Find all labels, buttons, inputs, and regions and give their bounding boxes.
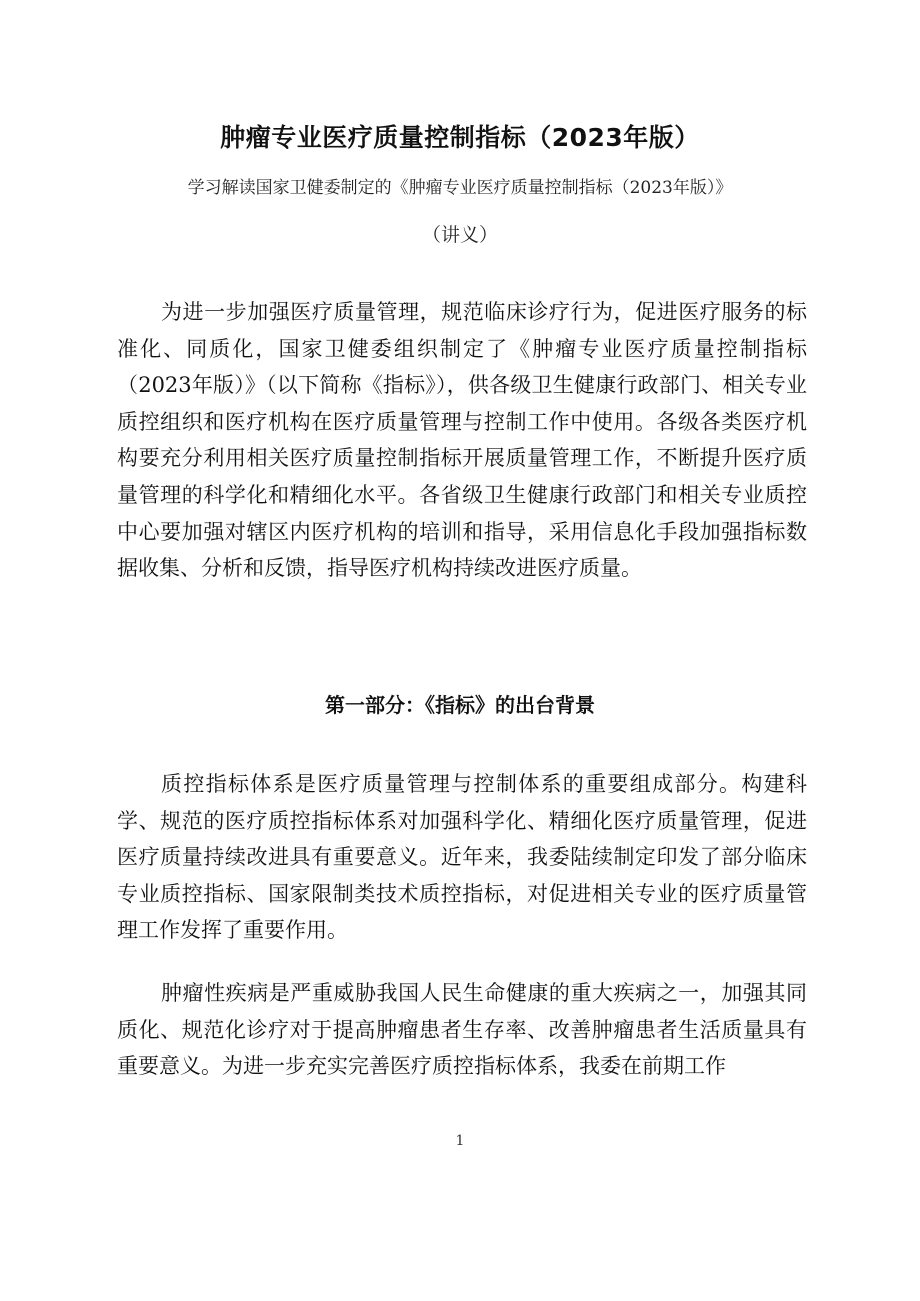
- page-number: 1: [455, 1133, 465, 1149]
- document-subtitle: 学习解读国家卫健委制定的《肿瘤专业医疗质量控制指标（2023年版）》: [187, 178, 733, 198]
- handout-label: （讲义）: [421, 224, 498, 246]
- section-paragraph-2: 肿瘤性疾病是严重威胁我国人民生命健康的重大疾病之一，加强其同质化、规范化诊疗对于提高肿瘤患者生存率、改善肿瘤患者生活质量具有重要意义。为进一步充实完善医疗质控指标体系，我委在前期工作: [117, 981, 807, 1079]
- section-heading: 第一部分：《指标》的出台背景: [325, 693, 595, 717]
- document-title: 肿瘤专业医疗质量控制指标（2023年版）: [220, 123, 700, 152]
- intro-paragraph: 为进一步加强医疗质量管理，规范临床诊疗行为，促进医疗服务的标准化、同质化，国家卫健委组织制定了《肿瘤专业医疗质量控制指标（2023年版）》（以下简称《指标》），供各级卫生健康行政部门、相关专业质控组织和医疗机构在医疗质量管理与控制工作中使用。各级各类医疗机构要充分利用相关医疗质量控制指标开展质量管理工作，不断提升医疗质量管理的科学化和精细化水平。各省级卫生健康行政部门和相关专业质控中心要加强对辖区内医疗机构的培训和指导，采用信息化手段加强指标数据收集、分析和反馈，指导医疗机构持续改进医疗质量。: [117, 300, 807, 581]
- section-paragraph-1: 质控指标体系是医疗质量管理与控制体系的重要组成部分。构建科学、规范的医疗质控指标体系对加强科学化、精细化医疗质量管理，促进医疗质量持续改进具有重要意义。近年来，我委陆续制定印发了部分临床专业质控指标、国家限制类技术质控指标，对促进相关专业的医疗质量管理工作发挥了重要作用。: [117, 772, 807, 943]
